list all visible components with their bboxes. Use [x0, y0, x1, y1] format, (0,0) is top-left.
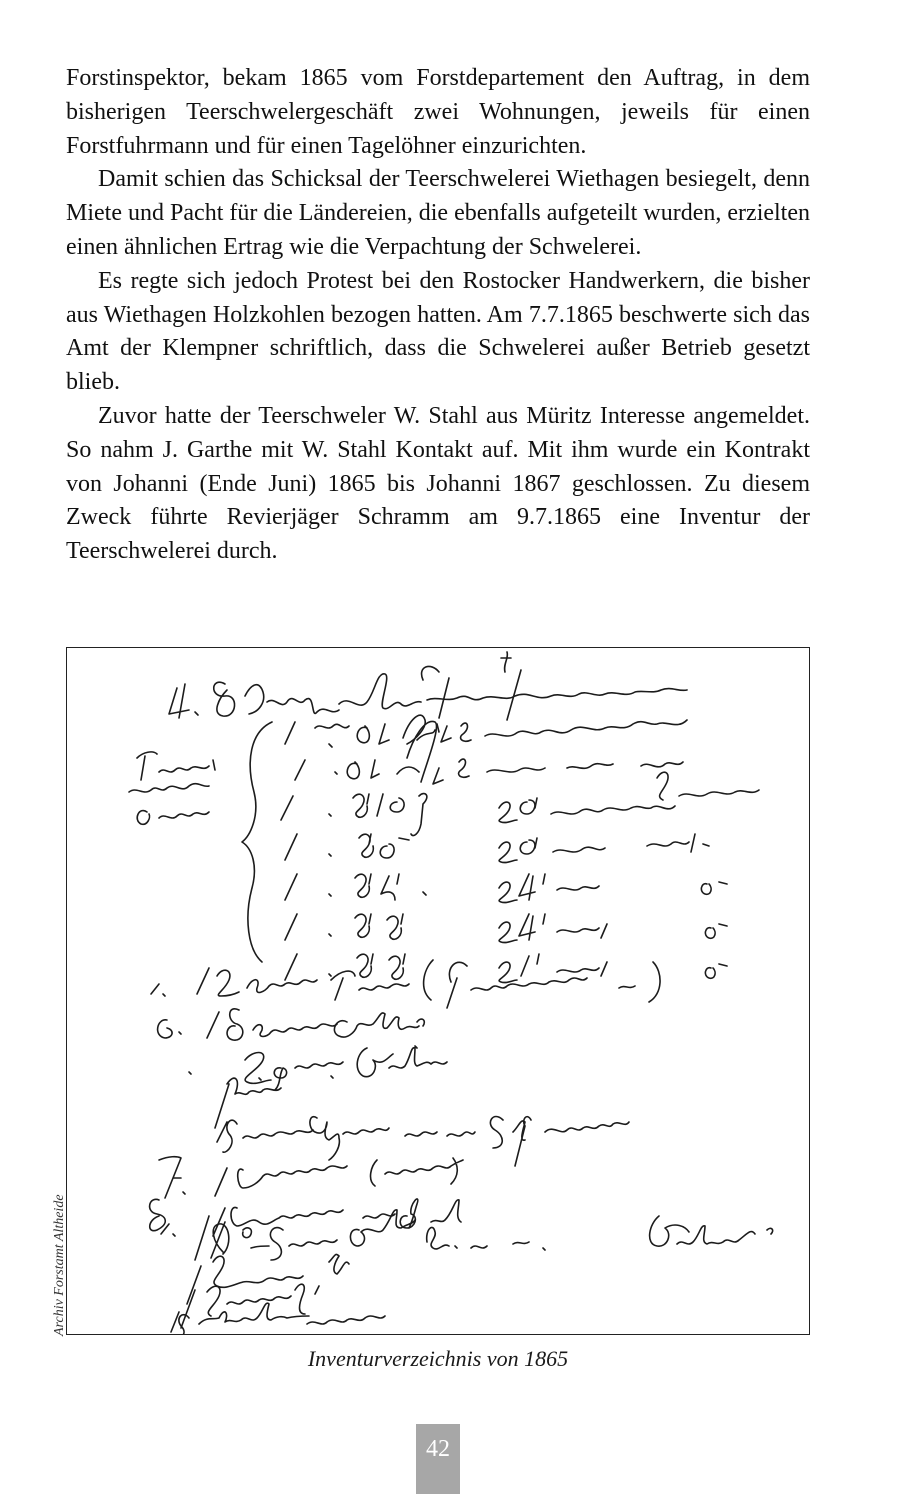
handwriting-scan-drawing [67, 648, 809, 1334]
body-text [66, 62, 810, 569]
paragraph-1: Forstinspektor, bekam 1865 vom Forstdepartement den Auftrag, in dem bisherigen Teerschwelergeschäft zwei Wohnungen, jeweils für einen Forstfuhrmann und für einen Tagelöhner einzurichten. [66, 65, 810, 159]
paragraph-2: Damit schien das Schicksal der Teerschwelerei Wiethagen besiegelt, denn Miete und Pacht für die Ländereien, die ebenfalls aufgeteilt wurden, erzielten einen ähnlichen Ertrag wie die Verpachtung der Schwelerei. [66, 166, 810, 260]
figure-caption: Inventurverzeichnis von 1865 [307, 1346, 569, 1371]
image-credit: Archiv Forstamt Altheide [52, 1194, 67, 1336]
paragraph-3: Es regte sich jedoch Protest bei den Rostocker Handwerkern, die bisher aus Wiethagen Holzkohlen bezogen hatten. Am 7.7.1865 beschwerte sich das Amt der Klempner schriftlich, dass die Schwelerei außer Betrieb gesetzt blieb. [66, 267, 810, 396]
paragraph-4: Zuvor hatte der Teerschweler W. Stahl aus Müritz Interesse angemeldet. So nahm J. Garthe mit W. Stahl Kontakt auf. Mit ihm wurde ein Kontrakt von Johanni (Ende Juni) 1865 bis Johanni 1867 geschlossen. Zu diesem Zweck führte Revierjäger Schramm am 9.7.1865 eine Inventur der Teerschwelerei durch. [66, 402, 810, 565]
handwritten-inventory-image [66, 647, 810, 1335]
page-number: 42 [416, 1424, 460, 1494]
